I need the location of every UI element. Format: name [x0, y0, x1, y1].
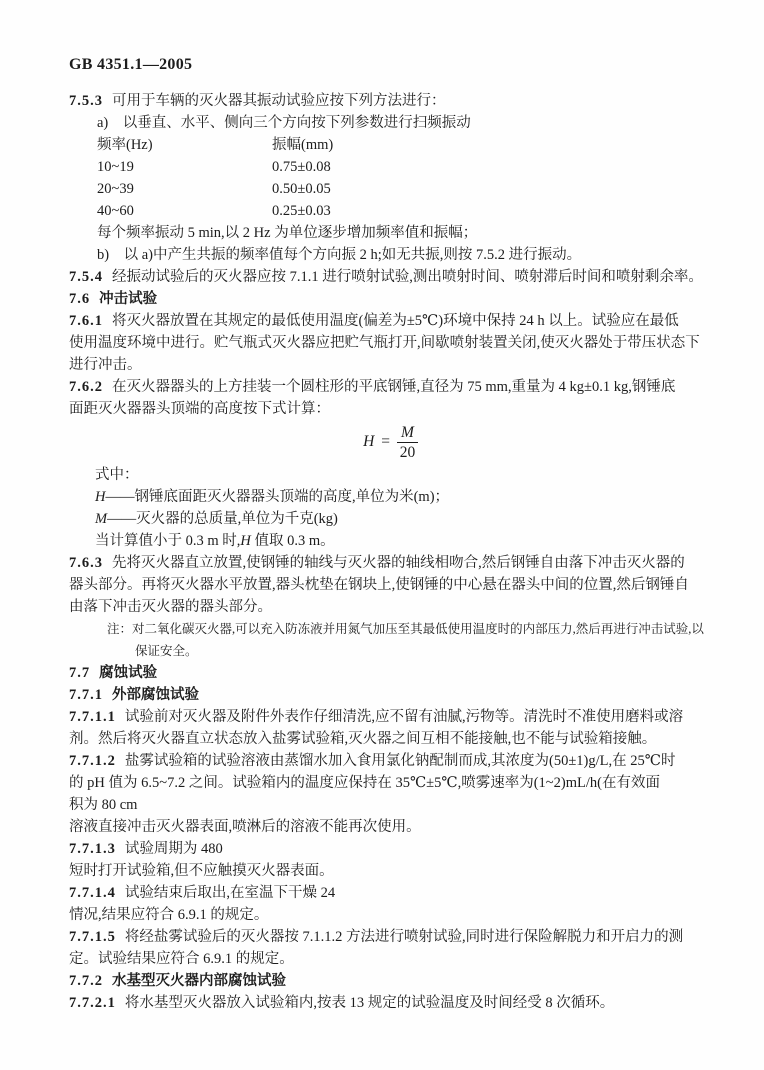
section-number: 7.7.1.3: [69, 841, 116, 857]
section-number: 7.7.2: [69, 973, 103, 989]
section-7.7.1.3: [69, 838, 712, 860]
table-cell-amplitude: 0.50±0.05: [272, 181, 331, 197]
section-text: 试验周期为 480: [124, 841, 223, 857]
section-number: 7.7.1.2: [69, 753, 116, 769]
variable-symbol: H: [240, 533, 251, 549]
section-number: 7.6.1: [69, 313, 103, 329]
table-row: [69, 156, 712, 178]
section-7.6.2: [69, 376, 712, 398]
section-text: 可用于车辆的灭火器其振动试验应按下列方法进行：: [112, 93, 446, 109]
note-line: 注：对二氧化碳灭火器,可以充入防冻液并用氮气加压至其最低使用温度时的内部压力,然后再进行冲击试验,以: [107, 622, 704, 636]
paragraph-line: 由落下冲击灭火器的器头部分。: [69, 599, 272, 615]
note-line: 保证安全。: [135, 644, 198, 658]
paragraph-line: 积为 80 cm: [69, 797, 138, 813]
section-7.7.1.2: [69, 750, 712, 772]
list-item-a: a) 以垂直、水平、侧向三个方向按下列参数进行扫频振动: [97, 115, 471, 131]
section-number: 7.7.1.1: [69, 709, 116, 725]
section-heading-7.7: [69, 662, 712, 684]
section-7.7.1.1: [69, 706, 712, 728]
table-cell-amplitude: 0.75±0.08: [272, 159, 331, 175]
table-row: [69, 178, 712, 200]
section-number: 7.5.3: [69, 93, 103, 109]
section-text: 试验结束后取出,在室温下干燥 24: [124, 885, 336, 901]
list-item-b: b) 以 a)中产生共振的频率值每个方向振 2 h;如无共振,则按 7.5.2 进行振动。: [97, 247, 582, 263]
section-title: 冲击试验: [99, 291, 158, 307]
section-number: 7.6: [69, 291, 91, 307]
formula-equals: =: [381, 433, 391, 450]
paragraph-line: 溶液直接冲击灭火器表面,喷淋后的溶液不能再次使用。: [69, 819, 421, 835]
section-number: 7.7: [69, 665, 91, 681]
section-7.7.2.1: [69, 992, 712, 1014]
section-heading-7.7.2: [69, 970, 712, 992]
definition-text: 当计算值小于 0.3 m 时,: [95, 533, 241, 549]
section-text: 试验前对灭火器及附件外表作仔细清洗,应不留有油腻,污物等。清洗时不准使用磨料或溶: [124, 709, 684, 725]
table-col-amplitude-header: 振幅(mm): [272, 137, 334, 153]
section-7.5.4: [69, 266, 712, 288]
section-7.7.1.4: [69, 882, 712, 904]
paragraph-line: 每个频率振动 5 min,以 2 Hz 为单位逐步增加频率值和振幅；: [97, 225, 478, 241]
formula-fraction: [397, 424, 418, 461]
vibration-table-header-row: [69, 134, 712, 156]
table-col-frequency-header: 频率(Hz): [97, 137, 153, 153]
paragraph-line: 定。试验结果应符合 6.9.1 的规定。: [69, 951, 294, 967]
section-7.5.3: [69, 90, 712, 112]
section-7.6.1: [69, 310, 712, 332]
section-title: 水基型灭火器内部腐蚀试验: [112, 973, 286, 989]
where-label: 式中：: [95, 467, 139, 483]
section-7.6.3: [69, 552, 712, 574]
section-text: 将经盐雾试验后的灭火器按 7.1.1.2 方法进行喷射试验,同时进行保险解脱力和开启力的测: [124, 929, 684, 945]
definition-text: ——灭火器的总质量,单位为千克(kg): [107, 511, 338, 527]
definition-text: ——钢锤底面距灭火器器头顶端的高度,单位为米(m)；: [105, 489, 450, 505]
section-text: 先将灭火器直立放置,使钢锤的轴线与灭火器的轴线相吻合,然后钢锤自由落下冲击灭火器的: [112, 555, 685, 571]
section-text: 在灭火器器头的上方挂装一个圆柱形的平底钢锤,直径为 75 mm,重量为 4 kg±0.1 kg,钢锤底: [112, 379, 676, 395]
document-code: GB 4351.1—2005: [69, 56, 193, 73]
definition-min-note: [69, 530, 712, 552]
paragraph-line: 器头部分。再将灭火器水平放置,器头枕垫在钢块上,使钢锤的中心悬在器头中间的位置,然后钢锤自: [69, 577, 689, 593]
formula-denominator: 20: [399, 443, 416, 461]
definition-M: [69, 508, 712, 530]
table-cell-frequency: 10~19: [97, 159, 134, 175]
section-heading-7.6: [69, 288, 712, 310]
section-number: 7.7.1.5: [69, 929, 116, 945]
table-row: [69, 200, 712, 222]
formula-numerator: M: [397, 424, 418, 443]
section-title: 外部腐蚀试验: [112, 687, 199, 703]
section-heading-7.7.1: [69, 684, 712, 706]
paragraph-line: 的 pH 值为 6.5~7.2 之间。试验箱内的温度应保持在 35℃±5℃,喷雾速率为(1~2)mL/h(在有效面: [69, 775, 660, 791]
definition-H: [69, 486, 712, 508]
section-number: 7.6.3: [69, 555, 103, 571]
section-number: 7.5.4: [69, 269, 103, 285]
formula: [69, 420, 712, 464]
section-text: 将水基型灭火器放入试验箱内,按表 13 规定的试验温度及时间经受 8 次循环。: [124, 995, 615, 1011]
section-text: 盐雾试验箱的试验溶液由蒸馏水加入食用氯化钠配制而成,其浓度为(50±1)g/L,在 25℃时: [124, 753, 676, 769]
paragraph-line: 使用温度环境中进行。贮气瓶式灭火器应把贮气瓶打开,间歇喷射装置关闭,使灭火器处于带压状态下: [69, 335, 700, 351]
paragraph-line: 面距灭火器器头顶端的高度按下式计算：: [69, 401, 330, 417]
section-7.7.1.5: [69, 926, 712, 948]
table-cell-amplitude: 0.25±0.03: [272, 203, 331, 219]
table-cell-frequency: 20~39: [97, 181, 134, 197]
paragraph-line: 进行冲击。: [69, 357, 142, 373]
variable-symbol: H: [95, 489, 106, 505]
section-number: 7.6.2: [69, 379, 103, 395]
paragraph-line: 情况,结果应符合 6.9.1 的规定。: [69, 907, 269, 923]
variable-symbol: M: [95, 511, 108, 527]
section-title: 腐蚀试验: [99, 665, 158, 681]
section-number: 7.7.1.4: [69, 885, 116, 901]
paragraph-line: 剂。然后将灭火器直立状态放入盐雾试验箱,灭火器之间互相不能接触,也不能与试验箱接触。: [69, 731, 657, 747]
section-number: 7.7.2.1: [69, 995, 116, 1011]
section-text: 将灭火器放置在其规定的最低使用温度(偏差为±5℃)环境中保持 24 h 以上。试验应在最低: [112, 313, 679, 329]
definition-text: 值取 0.3 m。: [250, 533, 335, 549]
formula-lhs: H: [363, 433, 375, 450]
paragraph-line: 短时打开试验箱,但不应触摸灭火器表面。: [69, 863, 334, 879]
section-number: 7.7.1: [69, 687, 103, 703]
section-text: 经振动试验后的灭火器应按 7.1.1 进行喷射试验,测出喷射时间、喷射滞后时间和喷射剩余率。: [112, 269, 703, 285]
table-cell-frequency: 40~60: [97, 203, 134, 219]
